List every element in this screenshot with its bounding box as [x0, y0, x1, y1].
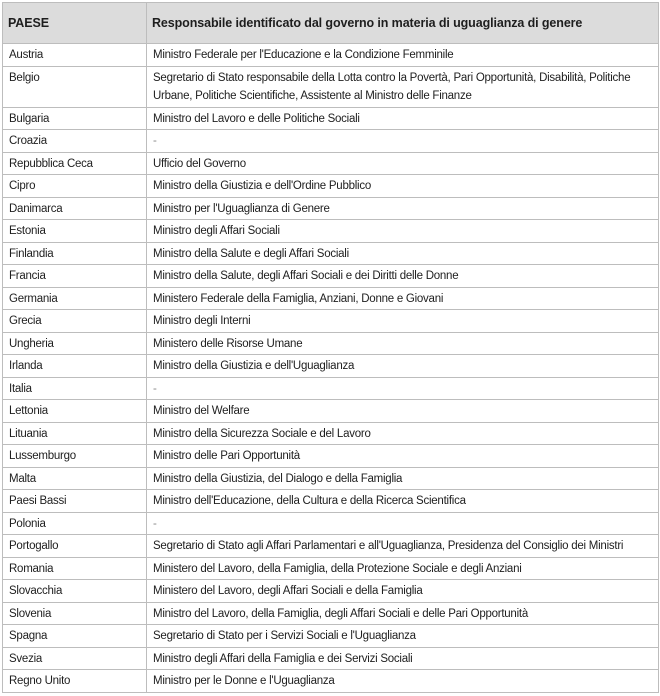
country-cell: Repubblica Ceca	[3, 152, 147, 175]
country-cell: Croazia	[3, 130, 147, 153]
table-row	[3, 44, 659, 67]
responsible-cell: Ministro della Sicurezza Sociale e del Lavoro	[147, 422, 659, 445]
country-cell: Regno Unito	[3, 670, 147, 693]
gender-equality-responsibles-document	[2, 2, 658, 693]
header-responsible: Responsabile identificato dal governo in materia di uguaglianza di genere	[147, 3, 659, 44]
responsible-cell: Ministro del Lavoro e delle Politiche Sociali	[147, 107, 659, 130]
country-cell: Italia	[3, 377, 147, 400]
responsible-cell: -	[147, 377, 659, 400]
table-row	[3, 287, 659, 310]
country-cell: Paesi Bassi	[3, 490, 147, 513]
table-row	[3, 310, 659, 333]
responsible-cell: Ministro della Giustizia, del Dialogo e della Famiglia	[147, 467, 659, 490]
table-header	[3, 3, 659, 44]
country-cell: Lussemburgo	[3, 445, 147, 468]
country-cell: Germania	[3, 287, 147, 310]
responsible-cell: Ministro per l'Uguaglianza di Genere	[147, 197, 659, 220]
country-cell: Lituania	[3, 422, 147, 445]
table-row	[3, 445, 659, 468]
responsible-cell: Ministro del Welfare	[147, 400, 659, 423]
table-row	[3, 670, 659, 693]
responsible-cell: Ministro delle Pari Opportunità	[147, 445, 659, 468]
gender-equality-table	[2, 2, 659, 693]
table-row	[3, 355, 659, 378]
responsible-cell: Ministro della Salute e degli Affari Sociali	[147, 242, 659, 265]
table-row	[3, 512, 659, 535]
country-cell: Cipro	[3, 175, 147, 198]
responsible-cell: -	[147, 512, 659, 535]
responsible-cell: Segretario di Stato responsabile della Lotta contro la Povertà, Pari Opportunità, Disabilità, Politiche Urbane, Politiche Scientifiche, Assistente al Ministro delle Finanze	[147, 66, 659, 107]
responsible-cell: Ministero del Lavoro, della Famiglia, della Protezione Sociale e degli Anziani	[147, 557, 659, 580]
table-row	[3, 107, 659, 130]
table-row	[3, 557, 659, 580]
table-row	[3, 422, 659, 445]
country-cell: Belgio	[3, 66, 147, 107]
table-row	[3, 377, 659, 400]
country-cell: Svezia	[3, 647, 147, 670]
table-row	[3, 647, 659, 670]
responsible-cell: Segretario di Stato per i Servizi Sociali e l'Uguaglianza	[147, 625, 659, 648]
country-cell: Polonia	[3, 512, 147, 535]
table-row	[3, 467, 659, 490]
responsible-cell: Ufficio del Governo	[147, 152, 659, 175]
header-row	[3, 3, 659, 44]
country-cell: Finlandia	[3, 242, 147, 265]
responsible-cell: -	[147, 130, 659, 153]
responsible-cell: Ministro dell'Educazione, della Cultura e della Ricerca Scientifica	[147, 490, 659, 513]
responsible-cell: Ministero del Lavoro, degli Affari Sociali e della Famiglia	[147, 580, 659, 603]
country-cell: Slovacchia	[3, 580, 147, 603]
responsible-cell: Ministro della Salute, degli Affari Sociali e dei Diritti delle Donne	[147, 265, 659, 288]
country-cell: Danimarca	[3, 197, 147, 220]
country-cell: Austria	[3, 44, 147, 67]
country-cell: Malta	[3, 467, 147, 490]
table-row	[3, 66, 659, 107]
responsible-cell: Ministro degli Affari della Famiglia e dei Servizi Sociali	[147, 647, 659, 670]
table-row	[3, 242, 659, 265]
responsible-cell: Ministro degli Interni	[147, 310, 659, 333]
responsible-cell: Ministro Federale per l'Educazione e la Condizione Femminile	[147, 44, 659, 67]
table-body	[3, 44, 659, 693]
country-cell: Irlanda	[3, 355, 147, 378]
table-row	[3, 602, 659, 625]
country-cell: Francia	[3, 265, 147, 288]
country-cell: Ungheria	[3, 332, 147, 355]
country-cell: Slovenia	[3, 602, 147, 625]
country-cell: Grecia	[3, 310, 147, 333]
country-cell: Romania	[3, 557, 147, 580]
country-cell: Bulgaria	[3, 107, 147, 130]
header-country: PAESE	[3, 3, 147, 44]
table-row	[3, 220, 659, 243]
responsible-cell: Segretario di Stato agli Affari Parlamentari e all'Uguaglianza, Presidenza del Consiglio dei Ministri	[147, 535, 659, 558]
country-cell: Estonia	[3, 220, 147, 243]
table-row	[3, 197, 659, 220]
country-cell: Lettonia	[3, 400, 147, 423]
table-row	[3, 332, 659, 355]
table-row	[3, 400, 659, 423]
responsible-cell: Ministro per le Donne e l'Uguaglianza	[147, 670, 659, 693]
table-row	[3, 625, 659, 648]
responsible-cell: Ministro della Giustizia e dell'Ordine Pubblico	[147, 175, 659, 198]
country-cell: Spagna	[3, 625, 147, 648]
table-row	[3, 175, 659, 198]
country-cell: Portogallo	[3, 535, 147, 558]
responsible-cell: Ministro della Giustizia e dell'Uguaglianza	[147, 355, 659, 378]
responsible-cell: Ministero delle Risorse Umane	[147, 332, 659, 355]
responsible-cell: Ministro degli Affari Sociali	[147, 220, 659, 243]
table-row	[3, 152, 659, 175]
responsible-cell: Ministro del Lavoro, della Famiglia, degli Affari Sociali e delle Pari Opportunità	[147, 602, 659, 625]
table-row	[3, 130, 659, 153]
responsible-cell: Ministero Federale della Famiglia, Anziani, Donne e Giovani	[147, 287, 659, 310]
table-row	[3, 535, 659, 558]
table-row	[3, 580, 659, 603]
table-row	[3, 265, 659, 288]
table-row	[3, 490, 659, 513]
